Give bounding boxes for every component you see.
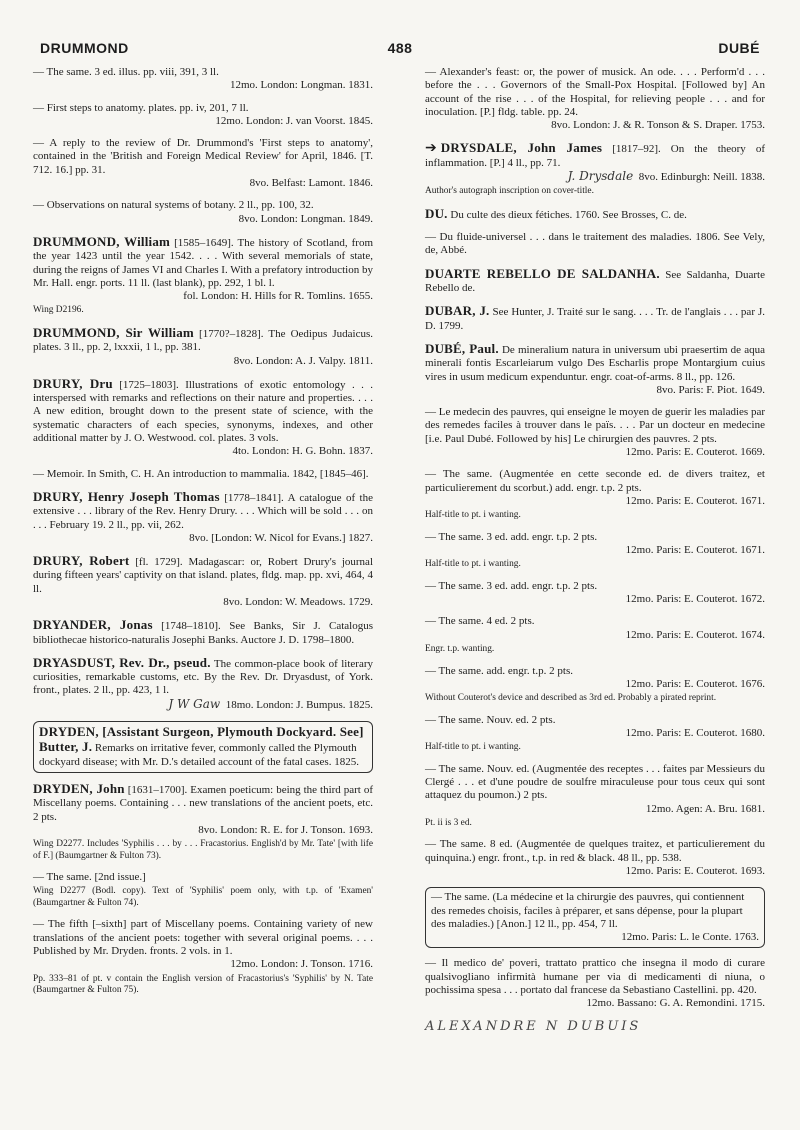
arrow-icon: ➔ <box>425 141 437 157</box>
entry: — Du fluide-universel . . . dans le traitement des maladies. 1806. See Vely, de, Abbé. <box>425 231 765 257</box>
entry: — Il medico de' poveri, trattato prattico che insegna il modo di curare qualsivogliano infirmità humane per via di medicamenti di niuna, o pochissima spesa . . . portato dal francese da Sebastiano Castellini. pp. 420. 12mo. Bassano: G. A. Remondini. 1715. <box>425 957 765 1010</box>
entry: — The same. add. engr. t.p. 2 pts. 12mo. Paris: E. Couterot. 1676. Without Couterot's device and described as 3rd ed. Probably a pirated reprint. <box>425 664 765 704</box>
entry: — The same. 8 ed. (Augmentée de quelques traitez, et particulierement du quinquina.) engr. front., t.p. in red & black. 48 ll., pp. 538. 12mo. Paris: E. Couterot. 1693. <box>425 838 765 877</box>
left-column <box>33 66 373 1006</box>
entry: DUBAR, J. See Hunter, J. Traité sur le sang. . . . Tr. de l'anglais . . . par J. D. 1799. <box>425 303 765 332</box>
page-number: 488 <box>387 40 413 56</box>
entry: DRUMMOND, Sir William [1770?–1828]. The Oedipus Judaicus. plates. 3 ll., pp. 2, lxxxii, 1 l., pp. 381. 8vo. London: A. J. Valpy. 1811. <box>33 324 373 367</box>
entry: DRURY, Dru [1725–1803]. Illustrations of exotic entomology . . . interspersed with remarks and reflections on their nature and properties. . . . A new edition, brought down to the present state of science, with the systematic characters of each species, synonyms, indexes, and other additional matter by J. O. Westwood. col. plates. 3 vols. 4to. London: H. G. Bohn. 1837. <box>33 375 373 458</box>
entry: — The same. Nouv. ed. 2 pts. 12mo. Paris: E. Couterot. 1680. Half-title to pt. i wanting. <box>425 713 765 753</box>
entry: — The same. (Augmentée en cette seconde ed. de divers traitez, et particulierement du scorbut.) add. engr. t.p. 2 pts. 12mo. Paris: E. Couterot. 1671. Half-title to pt. i wanting. <box>425 468 765 521</box>
entry: — The same. 3 ed. add. engr. t.p. 2 pts. 12mo. Paris: E. Couterot. 1671. Half-title to pt. i wanting. <box>425 530 765 570</box>
running-head-left: DRUMMOND <box>40 40 129 56</box>
entry: — First steps to anatomy. plates. pp. iv, 201, 7 ll. 12mo. London: J. van Voorst. 1845. <box>33 101 373 127</box>
boxed-entry: DRYDEN, [Assistant Surgeon, Plymouth Dockyard. See] Butter, J. Remarks on irritative fever, commonly called the Plymouth dockyard disease; with Mr. D.'s detailed account of the fatal cases. 1825. <box>33 721 373 773</box>
entry: — Memoir. In Smith, C. H. An introduction to mammalia. 1842, [1845–46]. <box>33 467 369 480</box>
handwritten-note: J. Drysdale <box>567 169 634 184</box>
handwritten-signature: ALEXANDRE N DUBUIS <box>425 1018 642 1034</box>
entry: DRURY, Robert [fl. 1729]. Madagascar: or, Robert Drury's journal during fifteen years' captivity on that island. plates, fldg. map. pp. xvi, 464, 4 ll. 8vo. London: W. Meadows. 1729. <box>33 553 373 608</box>
entry: DRYANDER, Jonas [1748–1810]. See Banks, Sir J. Catalogus bibliothecae historico-naturalis Josephi Banks. Auctore J. D. 1798–1800. <box>33 617 373 646</box>
entry: DRURY, Henry Joseph Thomas [1778–1841]. A catalogue of the extensive . . . library of the Rev. Henry Drury. . . . Which will be sold . . . on . . . February 19. 2 ll., pp. vii, 262. 8vo. [London: W. Nicol for Evans.] 1827. <box>33 488 373 544</box>
entry: DU. Du culte des dieux fétiches. 1760. See Brosses, C. de. <box>425 205 687 221</box>
handwritten-note: J W Gaw <box>168 696 221 711</box>
entry: — Observations on natural systems of botany. 2 ll., pp. 100, 32. 8vo. London: Longman. 1849. <box>33 199 373 225</box>
entry: DUARTE REBELLO DE SALDANHA. See Saldanha, Duarte Rebello de. <box>425 265 765 295</box>
entry: — The fifth [–sixth] part of Miscellany poems. Containing variety of new translations of the ancient poets: together with several original poems. . . . Published by Mr. Dryden. fronts. 2 vols. in 1. 12mo. London: J. Tonson. 1716. Pp. 333–81 of pt. v contain the English version of Fracastorius's 'Syphilis' by N. Tate (Baumgartner & Fulton 75). <box>33 918 373 996</box>
page-header <box>40 40 760 62</box>
entry: — A reply to the review of Dr. Drummond's 'First steps to anatomy', contained in the 'British and Foreign Medical Review' for April, 1846. [T. 712. 16.] pp. 31. 8vo. Belfast: Lamont. 1846. <box>33 137 373 190</box>
entry: DRYASDUST, Rev. Dr., pseud. The common-place book of literary curiosities, remarkable customs, etc. By the Rev. Dr. Dryasdust, of York. front., plates. 2 ll., pp. 423, 1 l. J W Gaw 18mo. London: J. Bumpus. 1825. <box>33 654 374 711</box>
entry: DUBÉ, Paul. De mineralium natura in universum ubi praesertim de aqua minerali fontis Escarleiarum vulgo Des Escharlis prope Montargium cuius vires in usum medicum expenduntur. engr. coat-of-arms. 8 ll., pp. 126. 8vo. Paris: F. Piot. 1649. <box>425 340 765 396</box>
boxed-entry: — The same. (La médecine et la chirurgie des pauvres, qui contiennent des remedes choisis, faciles à préparer, et sans dépense, pour la plupart des maladies.) [Anon.] 12 ll., pp. 454, 7 ll. 12mo. Paris: L. le Conte. 1763. <box>425 887 765 948</box>
right-column <box>425 66 765 1033</box>
entry: ➔ DRYSDALE, John James [1817–92]. On the theory of inflammation. [P.] 4 ll., pp. 71. J. Drysdale 8vo. Edinburgh: Neill. 1838. Author's autograph inscription on cover-title. <box>425 140 765 197</box>
entry: — The same. 3 ed. illus. pp. viii, 391, 3 ll. 12mo. London: Longman. 1831. <box>33 66 373 92</box>
entry: — The same. [2nd issue.] Wing D2277 (Bodl. copy). Text of 'Syphilis' poem only, with t.p. of 'Examen' (Baumgartner & Fulton 74). <box>33 871 373 908</box>
entry: DRUMMOND, William [1585–1649]. The history of Scotland, from the year 1423 until the year 1542. . . . With several memorials of state, during the reigns of James VI and Charles I. With a prefatory introduction by Mr. Hall. engr. ports. 11 ll. (last blank), pp. 292, 1 bl. l. fol. London: H. Hills for R. Tomlins. 1655. Wing D2196. <box>33 233 373 316</box>
entry: — Le medecin des pauvres, qui enseigne le moyen de guerir les maladies par des remedes faciles à trouver dans le païs. . . . Par un docteur en medecine [i.e. Paul Dubé. Followed by his] Le chirurgien des pauvres. 2 pts. 12mo. Paris: E. Couterot. 1669. <box>425 406 765 459</box>
entry: DRYDEN, John [1631–1700]. Examen poeticum: being the third part of Miscellany poems. Containing . . . new translations of the ancient poets, etc. 2 pts. 8vo. London: R. E. for J. Tonson. 1693. Wing D2277. Includes 'Syphilis . . . by . . . Fracastorius. English'd by Mr. Tate' [with life of F.] (Baumgartner & Fulton 73). <box>33 780 373 861</box>
entry: — Alexander's feast: or, the power of musick. An ode. . . . Perform'd . . . before the . . . Governors of the Small-Pox Hospital. [Followed by] An account of the rise . . . of the Hospital, for relieving people . . . and for inoculation. [P.] fldg. table. pp. 24. 8vo. London: J. & R. Tonson & S. Draper. 1753. <box>425 66 765 132</box>
entry: — The same. 4 ed. 2 pts. 12mo. Paris: E. Couterot. 1674. Engr. t.p. wanting. <box>425 615 765 654</box>
running-head-right: DUBÉ <box>718 40 760 56</box>
entry: — The same. Nouv. ed. (Augmentée des receptes . . . faites par Messieurs du Clergé . . . et d'une poudre de soulfre miraculeuse pour tous ceux qui sont attaquez du poumon.) 2 pts. 12mo. Agen: A. Bru. 1681. Pt. ii is 3 ed. <box>425 762 765 828</box>
entry: — The same. 3 ed. add. engr. t.p. 2 pts. 12mo. Paris: E. Couterot. 1672. <box>425 579 765 606</box>
